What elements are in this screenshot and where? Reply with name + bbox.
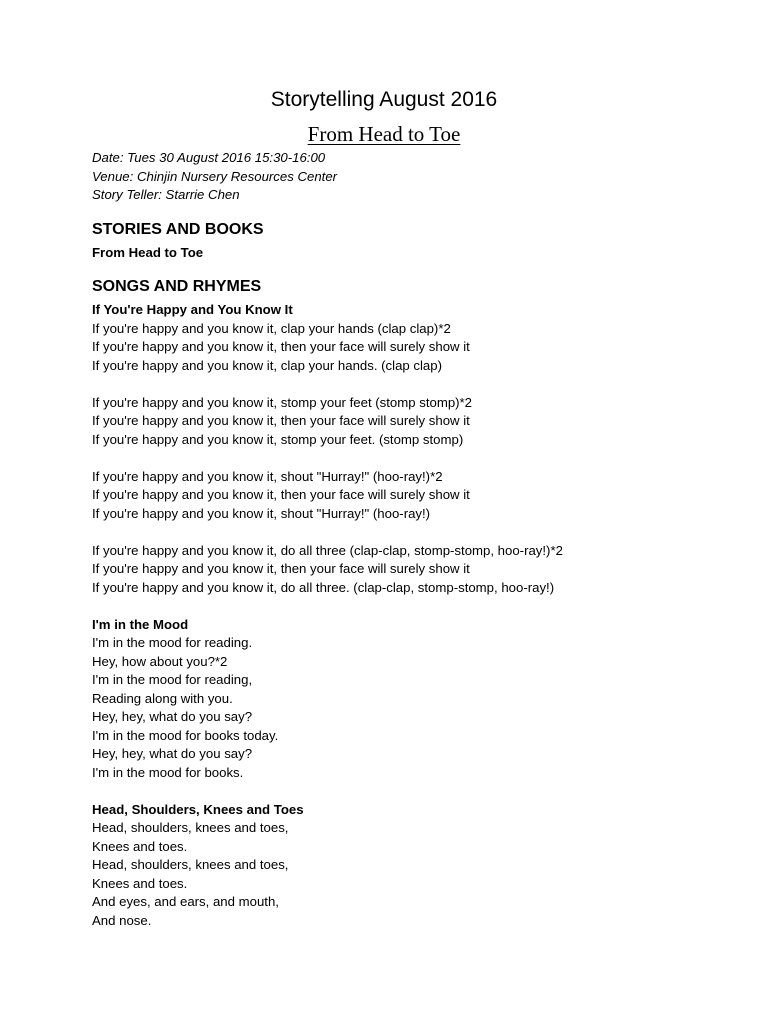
- lyric-line: If you're happy and you know it, then your face will surely show it: [92, 339, 470, 354]
- lyric-line: If you're happy and you know it, then your face will surely show it: [92, 487, 470, 502]
- stories-heading: STORIES AND BOOKS: [92, 220, 264, 238]
- page-subtitle: [0, 120, 768, 148]
- lyric-line: And nose.: [92, 912, 152, 928]
- page-title: Storytelling August 2016: [270, 88, 498, 111]
- lyric-line: Hey, how about you?*2: [92, 653, 228, 669]
- lyric-line: If you're happy and you know it, stomp your feet. (stomp stomp): [92, 431, 464, 447]
- lyric-line: If you're happy and you know it, then your face will surely show it: [92, 561, 470, 576]
- lyric-line: Hey, hey, what do you say?: [92, 746, 253, 761]
- book-title: From Head to Toe: [92, 244, 204, 260]
- song-title-happy: If You're Happy and You Know It: [92, 302, 293, 317]
- subtitle-text: From Head to Toe: [307, 122, 461, 146]
- lyric-line: Head, shoulders, knees and toes,: [92, 857, 289, 872]
- lyric-line: If you're happy and you know it, then your face will surely show it: [92, 413, 470, 428]
- song-title-head-shoulders: Head, Shoulders, Knees and Toes: [92, 801, 304, 817]
- lyric-line: If you're happy and you know it, do all three. (clap-clap, stomp-stomp, hoo-ray!): [92, 579, 555, 595]
- lyric-line: If you're happy and you know it, clap your hands. (clap clap): [92, 357, 442, 373]
- lyric-line: If you're happy and you know it, clap your hands (clap clap)*2: [92, 320, 451, 336]
- event-date: Date: Tues 30 August 2016 15:30-16:00: [92, 150, 326, 165]
- lyric-line: If you're happy and you know it, shout "Hurray!" (hoo-ray!)*2: [92, 468, 443, 484]
- lyric-line: Hey, hey, what do you say?: [92, 709, 253, 724]
- song-title-mood: I'm in the Mood: [92, 616, 189, 632]
- document-body: [92, 149, 722, 930]
- lyric-line: I'm in the mood for books.: [92, 764, 244, 780]
- event-venue: Venue: Chinjin Nursery Resources Center: [92, 168, 338, 184]
- lyric-line: I'm in the mood for books today.: [92, 727, 279, 743]
- lyric-line: If you're happy and you know it, stomp your feet (stomp stomp)*2: [92, 394, 473, 410]
- lyric-line: Knees and toes.: [92, 875, 188, 891]
- lyric-line: And eyes, and ears, and mouth,: [92, 894, 279, 909]
- event-storyteller: Story Teller: Starrie Chen: [92, 187, 240, 202]
- songs-heading: SONGS AND RHYMES: [92, 278, 262, 295]
- lyric-line: If you're happy and you know it, shout "Hurray!" (hoo-ray!): [92, 505, 431, 521]
- lyric-line: I'm in the mood for reading.: [92, 635, 253, 650]
- lyric-line: Reading along with you.: [92, 690, 233, 706]
- lyric-line: I'm in the mood for reading,: [92, 672, 253, 687]
- lyric-line: Knees and toes.: [92, 838, 188, 854]
- lyric-line: If you're happy and you know it, do all three (clap-clap, stomp-stomp, hoo-ray!)*2: [92, 542, 563, 558]
- lyric-line: Head, shoulders, knees and toes,: [92, 820, 289, 835]
